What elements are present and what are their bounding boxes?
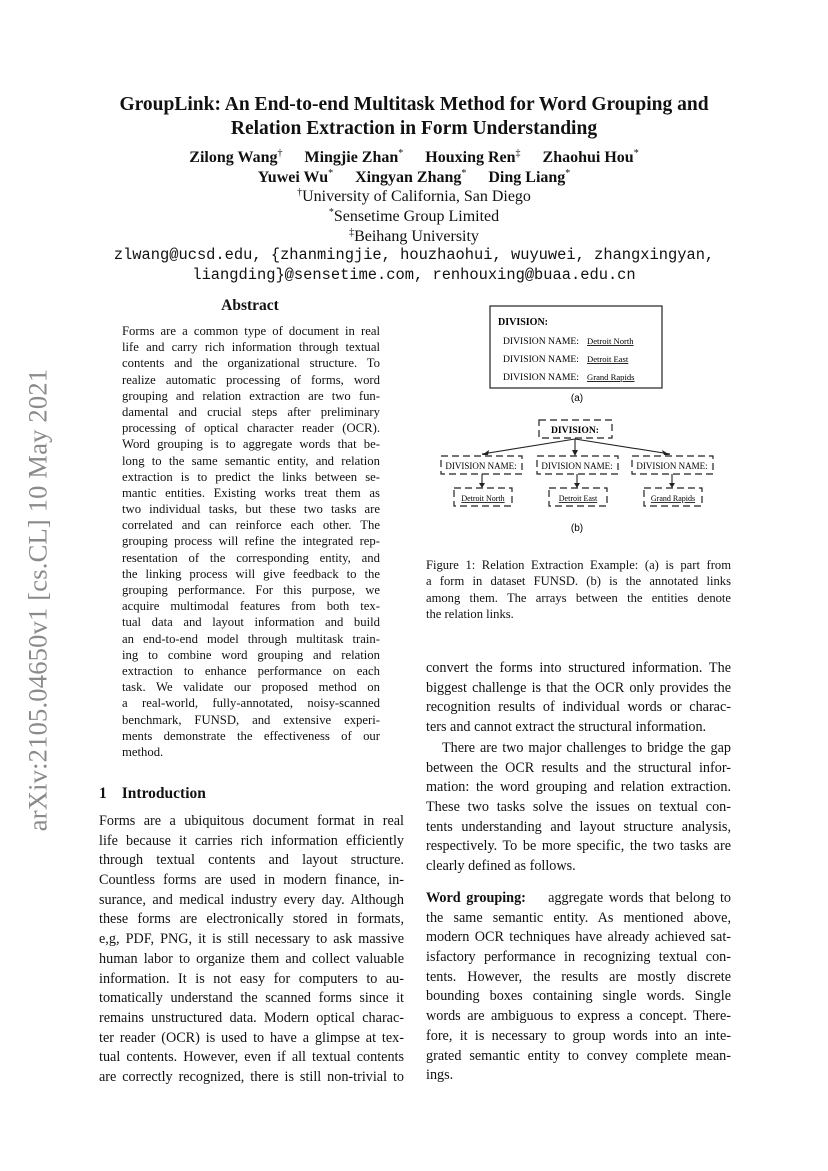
text-line: These two tasks solve the issues on textual con- (426, 799, 731, 816)
section-title: Introduction (121, 785, 206, 802)
text-line: two individual tasks, but these two tasks are (122, 502, 380, 517)
author: Xingyan Zhang* (355, 168, 467, 186)
panel-b-root-label: DIVISION: (551, 425, 599, 436)
panel-a-row-label: DIVISION NAME: (503, 336, 579, 347)
author: Ding Liang* (488, 168, 571, 186)
text-line: mantic entities. Existing works treat them as (122, 485, 380, 500)
text-line: tents understanding and layout structure analysis, (426, 818, 731, 835)
author: Yuwei Wu* (257, 168, 334, 186)
text-line: clearly defined as follows. (426, 858, 576, 875)
text-line: Word grouping is to aggregate words that be- (122, 437, 380, 452)
arxiv-stamp (8, 345, 68, 855)
introduction-body (99, 812, 404, 1088)
author: Houxing Ren‡ (425, 148, 521, 166)
text-line: convert the forms into structured information. The (426, 660, 731, 676)
panel-b-leaf-label: Detroit North (461, 494, 505, 503)
text-line: tents. However, the results are mostly discrete (426, 968, 731, 985)
text-line: correlated and can reinforce each other. The (122, 518, 380, 533)
text-line: the relation links. (426, 607, 514, 622)
panel-a-row-label: DIVISION NAME: (503, 372, 579, 383)
figure-1-graphic (425, 302, 730, 542)
text-line: an end-to-end model through multitask train- (122, 631, 380, 646)
text-line: tomatically understand the scanned forms since it (99, 990, 404, 1007)
text-line: damental and crucial steps after preliminary (122, 404, 380, 419)
title-line-2: Relation Extraction in Form Understanding (230, 118, 598, 139)
text-line: the linking process will give feedback to the (122, 566, 380, 581)
text-line: mation: the word grouping and relation extraction. (426, 779, 731, 796)
arxiv-id: arXiv:2105.04650v1 [cs.CL] 10 May 2021 (22, 368, 53, 832)
text-line: biggest challenge is that the OCR only provides the (426, 679, 731, 696)
text-line: task. We validate our proposed method on (122, 680, 380, 695)
panel-a-row-value: Detroit East (587, 354, 629, 364)
text-line: a real-world, fully-annotated, noisy-scanned (122, 696, 380, 711)
text-line: remains unstructured data. Modern optical charac- (99, 1009, 404, 1026)
affiliation: *Sensetime Group Limited (328, 207, 500, 225)
text-line: fore, it is necessary to group words into an inte- (426, 1027, 731, 1044)
text-line: ings. (426, 1067, 454, 1084)
panel-b-leaf-label: Grand Rapids (650, 494, 696, 503)
text-line: Forms are a ubiquitous document format in real (99, 813, 404, 829)
panel-b-root-arrowheads (482, 450, 670, 456)
text-line: Word grouping: aggregate words that belong to (426, 890, 731, 906)
paper-title (90, 93, 738, 141)
panel-a-row-value: Detroit North (587, 336, 634, 346)
text-line: benchmark, FUNSD, and extensive experi- (122, 712, 380, 727)
panel-b-child-label: DIVISION NAME: (636, 461, 708, 471)
word-grouping-lead: Word grouping: (426, 890, 526, 906)
text-line: between the OCR results and the structural infor- (426, 759, 731, 776)
text-line: grouping process will refine the integrated rep- (122, 534, 380, 549)
affiliation: ‡Beihang University (349, 227, 479, 245)
text-line: these forms are electronically stored in formats, (99, 911, 404, 928)
text-line: grouping and relation extraction are two fun- (122, 388, 380, 403)
text-line: resentation of the corresponding entity, and (122, 550, 380, 565)
panel-a-header: DIVISION: (498, 317, 549, 328)
panel-a-row-label: DIVISION NAME: (503, 354, 579, 365)
text-line: processing of optical character reader (OCR). (122, 421, 380, 436)
author: Mingjie Zhan* (304, 148, 404, 166)
text-line: bounding boxes containing single words. Single (426, 988, 731, 1005)
text-line: extraction is to predict the links between se- (122, 469, 380, 484)
text-line: acquire multimodal features from both tex- (122, 599, 380, 614)
text-line: method. (122, 744, 164, 759)
text-line: grated semantic entity to convey complete mean- (426, 1047, 731, 1064)
text-line: grouping performance. For this purpose, we (122, 583, 380, 597)
text-line: long to the same semantic entity, and relation (122, 453, 380, 468)
panel-b-child-label: DIVISION NAME: (541, 461, 613, 471)
text-line: information. It is not easy for computers to au- (99, 970, 404, 987)
author: Zilong Wang† (189, 148, 283, 166)
text-line: tual data and layout information and build (122, 615, 380, 630)
title-line-1: GroupLink: An End-to-end Multitask Method for Word Grouping and (119, 94, 709, 115)
author: Zhaohui Hou* (542, 148, 639, 166)
text-line: ter reader (OCR) is used to have a glimpse at tex- (99, 1029, 404, 1046)
text-line: life because it carries rich information efficiently (99, 832, 404, 849)
figure-1 (425, 302, 730, 542)
text-line: Forms are a common type of document in real (122, 324, 380, 338)
panel-b-leaf-label: Detroit East (558, 494, 598, 503)
email-line: liangding}@sensetime.com, renhouxing@buaa.edu.cn (192, 266, 636, 284)
author-row-2 (90, 168, 738, 187)
author-row-1 (90, 148, 738, 167)
text-line: Countless forms are used in modern finance, in- (99, 872, 404, 889)
panel-a-row-value: Grand Rapids (587, 372, 635, 382)
text-line: isfactory performance in recognizing textual con- (426, 949, 731, 966)
panel-b-leaf-arrowheads (479, 483, 675, 488)
text-line: respectively. To be more specific, the two tasks are (426, 838, 731, 855)
text-line: among them. The arrays between the entities denote (426, 590, 731, 605)
text-line: a form in dataset FUNSD. (b) is the annotated links (426, 574, 731, 589)
email-line: zlwang@ucsd.edu, {zhanmingjie, houzhaohui, wuyuwei, zhangxingyan, (113, 246, 715, 264)
text-line: are correctly recognized, there is still non-trivial to (99, 1068, 404, 1085)
text-line: tual contents. However, even if all textual contents (99, 1049, 404, 1066)
section-number: 1 (99, 785, 107, 802)
text-line: ments demonstrate the effectiveness of our (122, 728, 380, 743)
text-line: recognition results of individual words or charac- (426, 699, 731, 716)
text-line: life and carry rich information through textual (122, 340, 380, 355)
affiliation: †University of California, San Diego (297, 187, 531, 205)
text-line: modern OCR techniques have already achieved sat- (426, 929, 731, 946)
panel-a-tag: (a) (570, 393, 584, 404)
section-heading-introduction (99, 785, 206, 803)
text-line: through textual contents and layout structure. (99, 852, 404, 869)
panel-b-tag: (b) (570, 523, 584, 534)
right-paragraph-1 (426, 659, 731, 738)
text-line: human labor to organize them and collect valuable (99, 950, 404, 967)
text-line: surance, and medical industry every day. Although (99, 891, 404, 908)
panel-b-child-label: DIVISION NAME: (445, 461, 517, 471)
text-line: e,g, PDF, PNG, it is still necessary to ask massive (99, 931, 404, 948)
right-paragraph-2 (426, 739, 731, 877)
text-line: contents and the organizational structure. To (122, 356, 380, 371)
figure-caption (426, 557, 731, 623)
text-line: the same semantic entity. As mentioned above, (426, 909, 731, 926)
right-paragraph-3 (426, 889, 731, 1086)
text-line: extraction to enhance performance on each (122, 663, 380, 678)
text-line: There are two major challenges to bridge the gap (442, 740, 731, 756)
text-line: words are ambiguous to express a concept. There- (426, 1008, 731, 1025)
abstract-heading: Abstract (221, 297, 279, 314)
text-line: realize automatic processing of forms, word (122, 372, 380, 387)
text-line: ters and cannot extract the structural information. (426, 719, 707, 736)
text-line: Figure 1: Relation Extraction Example: (a) is part from (426, 558, 731, 572)
text-line: ing to combine word grouping and relation (122, 647, 380, 662)
abstract-body (122, 323, 380, 760)
